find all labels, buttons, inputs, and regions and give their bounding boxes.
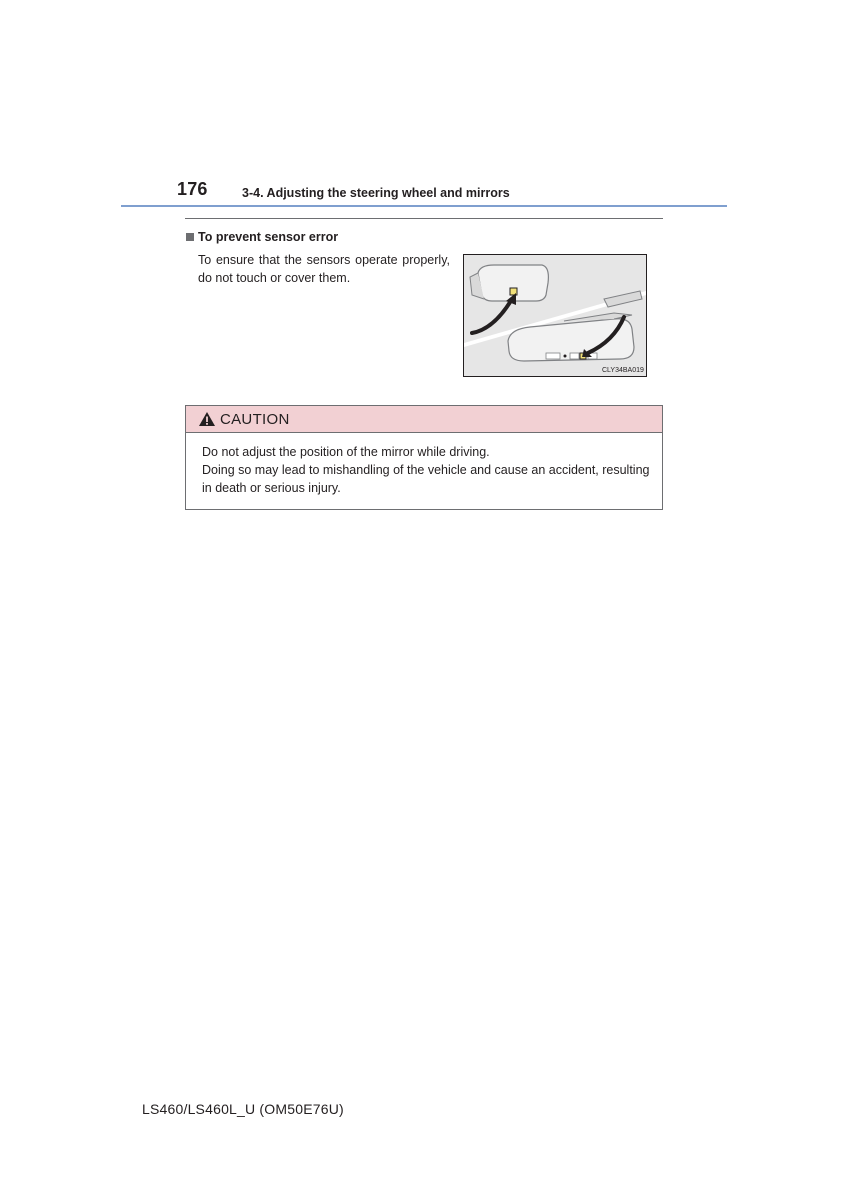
- section-rule: [185, 218, 663, 219]
- caution-title: CAUTION: [220, 410, 290, 428]
- section-heading: [186, 230, 338, 244]
- section-heading-text: To prevent sensor error: [198, 230, 339, 244]
- caution-line: Doing so may lead to mishandling of the vehicle and cause an accident, resulting in death or serious injury.: [202, 463, 650, 495]
- caution-box: [185, 405, 663, 510]
- footer-model: LS460/LS460L_U (OM50E76U): [142, 1101, 344, 1117]
- page-number: 176: [177, 179, 208, 199]
- mirror-sensor-illustration: [464, 255, 646, 376]
- warning-triangle-icon: [198, 411, 216, 427]
- caution-body: [186, 433, 662, 497]
- ceiling-console: [604, 291, 642, 307]
- chapter-title: 3-4. Adjusting the steering wheel and mirrors: [242, 186, 510, 200]
- caution-header: [186, 406, 662, 433]
- square-bullet-icon: [186, 233, 194, 241]
- section-body-text: To ensure that the sensors operate properly, do not touch or cover them.: [198, 253, 450, 285]
- mirror-button: [570, 353, 579, 359]
- figure-code: CLY34BA019: [602, 367, 644, 374]
- pointer-arrow-icon: [472, 299, 512, 333]
- mirror-sensor-figure: [463, 254, 647, 377]
- caution-line: Do not adjust the position of the mirror while driving.: [202, 445, 490, 459]
- mirror-button: [546, 353, 560, 359]
- mirror-indicator-icon: [564, 355, 567, 358]
- header-rule: [121, 205, 727, 207]
